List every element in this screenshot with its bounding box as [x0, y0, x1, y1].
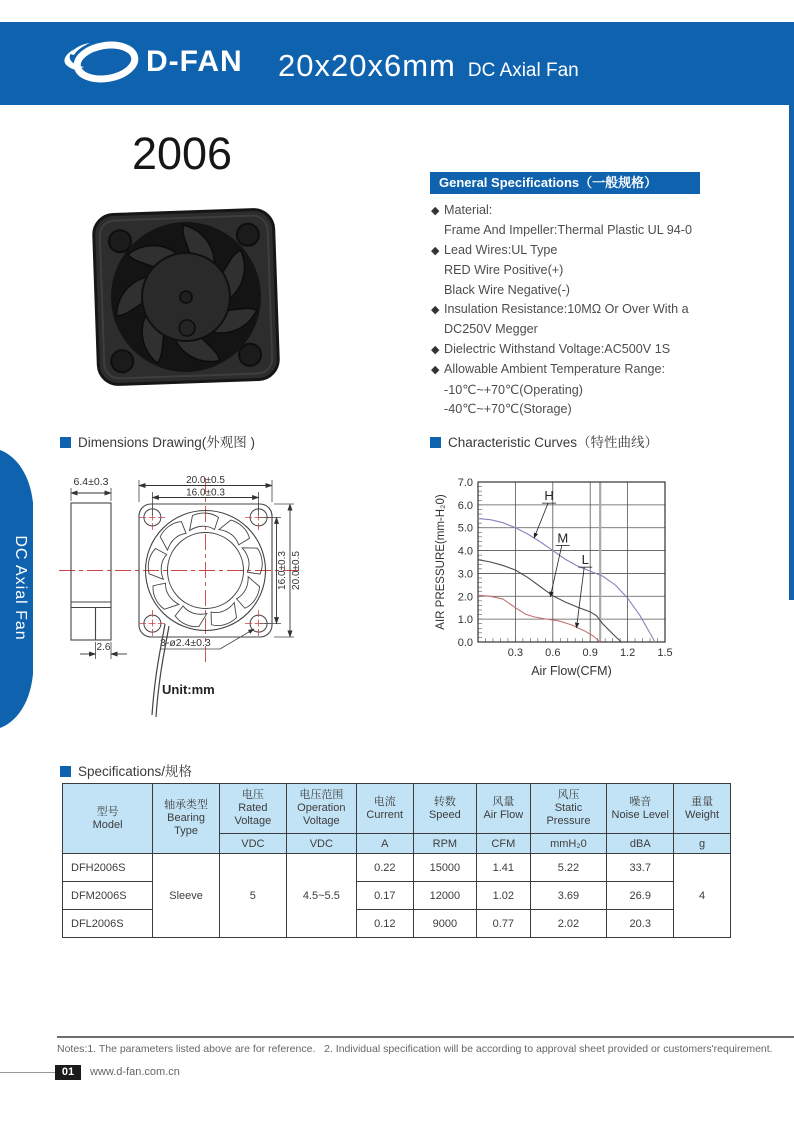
svg-text:2.0: 2.0	[457, 591, 473, 604]
website-link[interactable]: www.d-fan.com.cn	[90, 1066, 180, 1078]
svg-text:H: H	[544, 488, 554, 504]
svg-text:4.0: 4.0	[457, 545, 473, 558]
table-row	[63, 854, 731, 882]
unit-airflow: CFM	[477, 834, 530, 854]
dim-label-holes: 3-ø2.4±0.3	[160, 637, 211, 649]
svg-text:6.0: 6.0	[457, 499, 473, 512]
spec-item: ◆ Allowable Ambient Temperature Range:	[431, 360, 771, 380]
brand-name: D-FAN	[146, 45, 243, 78]
col-header-rated-voltage: 电压 Rated Voltage	[219, 784, 286, 834]
diamond-bullet-icon: ◆	[431, 304, 440, 317]
svg-text:AIR PRESSURE(mm-H₂0): AIR PRESSURE(mm-H₂0)	[435, 494, 447, 630]
unit-operation-voltage: VDC	[286, 834, 356, 854]
section-bullet-icon	[60, 437, 71, 448]
fan-photo	[88, 202, 284, 392]
col-header-pressure: 风压 Static Pressure	[530, 784, 607, 834]
col-header-noise: 噪音 Noise Level	[607, 784, 674, 834]
page-title: 20x20x6mm	[278, 48, 456, 83]
general-specs-header: General Specifications（一般规格）	[430, 172, 700, 194]
col-header-bearing: 轴承类型 Bearing Type	[153, 784, 220, 854]
section-bullet-icon	[430, 437, 441, 448]
cell-bearing: Sleeve	[153, 854, 220, 938]
spec-item: ◆ Insulation Resistance:10MΩ Or Over With a	[431, 300, 771, 320]
unit-pressure: mmH₂0	[530, 834, 607, 854]
cell-airflow: 1.41	[477, 854, 530, 882]
cell-noise: 20.3	[607, 910, 674, 938]
characteristic-curves-chart	[428, 468, 703, 703]
page-number: 01	[55, 1065, 81, 1080]
svg-text:M: M	[557, 530, 569, 546]
diamond-bullet-icon: ◆	[431, 244, 440, 257]
col-header-airflow: 风量 Air Flow	[477, 784, 530, 834]
dim-label-inner-v: 16.0±0.3	[277, 551, 288, 590]
footer-divider	[57, 1036, 794, 1038]
svg-text:3.0: 3.0	[457, 568, 473, 581]
dimensions-section-title: Dimensions Drawing(外观图 )	[60, 431, 255, 451]
spec-item: Black Wire Negative(-)	[444, 282, 570, 297]
col-header-operation-voltage: 电压范围 Operation Voltage	[286, 784, 356, 834]
dim-label-outer-h: 20.0±0.5	[186, 475, 225, 486]
svg-text:Air Flow(CFM): Air Flow(CFM)	[531, 664, 612, 678]
svg-text:1.2: 1.2	[619, 647, 636, 659]
svg-text:0.3: 0.3	[507, 647, 524, 659]
unit-current: A	[356, 834, 413, 854]
cell-pressure: 5.22	[530, 854, 607, 882]
unit-rated-voltage: VDC	[219, 834, 286, 854]
spec-item: ◆ Dielectric Withstand Voltage:AC500V 1S	[431, 340, 771, 360]
cell-pressure: 3.69	[530, 882, 607, 910]
svg-text:7.0: 7.0	[457, 477, 473, 489]
page-subtitle: DC Axial Fan	[467, 60, 579, 81]
spec-item: -10℃~+70℃(Operating)	[444, 382, 583, 397]
cell-airflow: 0.77	[477, 910, 530, 938]
cell-noise: 26.9	[607, 882, 674, 910]
unit-label: Unit:mm	[162, 682, 215, 697]
col-header-speed: 转数 Speed	[413, 784, 476, 834]
unit-speed: RPM	[413, 834, 476, 854]
dim-label-inner-h: 16.0±0.3	[186, 487, 225, 499]
dim-label-width: 6.4±0.3	[73, 476, 109, 488]
dim-label-step: 2.6	[96, 642, 111, 653]
spec-item: -40℃~+70℃(Storage)	[444, 402, 572, 417]
cell-model: DFH2006S	[63, 854, 153, 882]
dim-label-outer-v: 20.0±0.5	[291, 551, 302, 590]
cell-model: DFL2006S	[63, 910, 153, 938]
diamond-bullet-icon: ◆	[431, 364, 440, 377]
cell-current: 0.22	[356, 854, 413, 882]
dfan-logo-icon	[60, 34, 142, 90]
unit-weight: g	[674, 834, 731, 854]
side-tab-label: DC Axial Fan	[12, 535, 29, 641]
cell-speed: 15000	[413, 854, 476, 882]
spec-item: ◆ Material:	[431, 201, 771, 221]
curve-L	[478, 595, 600, 642]
svg-text:5.0: 5.0	[457, 522, 473, 535]
side-view	[71, 503, 111, 640]
svg-text:0.6: 0.6	[545, 647, 561, 659]
cell-speed: 12000	[413, 882, 476, 910]
cell-model: DFM2006S	[63, 882, 153, 910]
cell-rated-voltage: 5	[219, 854, 286, 938]
cell-pressure: 2.02	[530, 910, 607, 938]
cell-current: 0.12	[356, 910, 413, 938]
diamond-bullet-icon: ◆	[431, 343, 440, 356]
footer-notes: Notes:1. The parameters listed above are for reference. 2. Individual specification will be according to approval sheet provided or customers'requirement.	[57, 1043, 773, 1055]
unit-noise: dBA	[607, 834, 674, 854]
svg-text:L: L	[581, 552, 589, 568]
spec-item: DC250V Megger	[444, 322, 538, 337]
cell-current: 0.17	[356, 882, 413, 910]
model-number: 2006	[131, 128, 233, 179]
dimensions-drawing	[57, 472, 417, 722]
cell-airflow: 1.02	[477, 882, 530, 910]
cell-weight: 4	[674, 854, 731, 938]
page-number-line	[0, 1072, 55, 1073]
col-header-current: 电流 Current	[356, 784, 413, 834]
specifications-section-title: Specifications/规格	[60, 760, 192, 780]
cell-speed: 9000	[413, 910, 476, 938]
cell-operation-voltage: 4.5~5.5	[286, 854, 356, 938]
curves-section-title: Characteristic Curves（特性曲线）	[430, 431, 658, 451]
svg-text:1.0: 1.0	[457, 614, 473, 627]
diamond-bullet-icon: ◆	[431, 205, 440, 217]
col-header-model: 型号 Model	[63, 784, 153, 854]
svg-text:1.5: 1.5	[657, 647, 673, 659]
specifications-table	[62, 783, 731, 938]
general-specs-list	[431, 201, 771, 419]
col-header-weight: 重量 Weight	[674, 784, 731, 834]
cell-noise: 33.7	[607, 854, 674, 882]
spec-item: RED Wire Positive(+)	[444, 263, 564, 278]
spec-item: ◆ Lead Wires:UL Type	[431, 241, 771, 261]
header-banner	[0, 22, 794, 105]
svg-text:0.0: 0.0	[457, 637, 473, 649]
spec-item: Frame And Impeller:Thermal Plastic UL 94-0	[444, 223, 693, 238]
section-bullet-icon	[60, 766, 71, 777]
lead-wire	[152, 624, 165, 715]
right-edge-accent-bar	[789, 105, 794, 600]
svg-text:0.9: 0.9	[582, 647, 598, 659]
